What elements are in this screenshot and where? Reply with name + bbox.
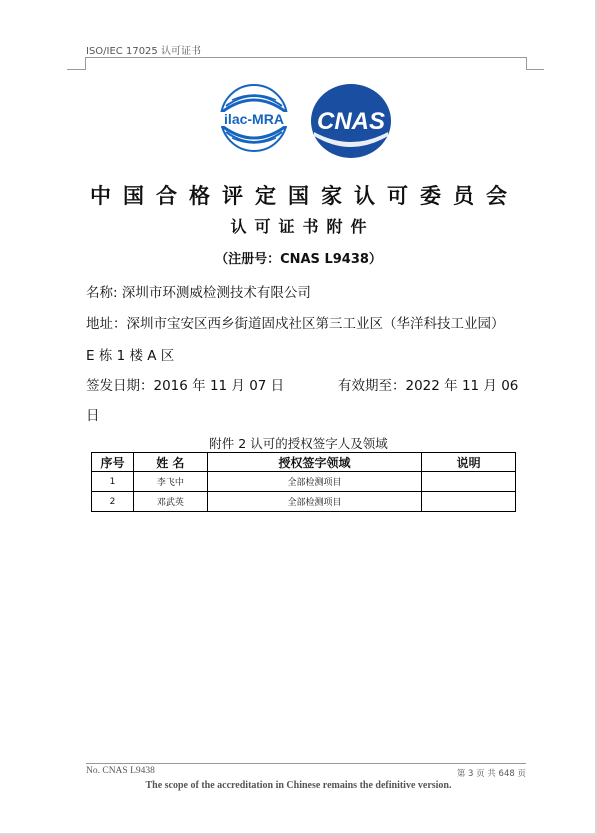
org-address-line1: 地址：深圳市宝安区西乡街道固戍社区第三工业区（华洋科技工业园）: [86, 316, 505, 332]
header-rule: [86, 57, 526, 58]
committee-title: 中国合格评定国家认可委员会: [90, 184, 519, 208]
org-name: 名称: 深圳市环测威检测技术有限公司: [86, 285, 311, 301]
registration-number: （注册号：CNAS L9438）: [215, 252, 382, 267]
crop-mark-right: [526, 57, 544, 70]
signatory-table: [91, 452, 516, 512]
footer-rule: [86, 763, 526, 764]
cnas-logo: [306, 82, 396, 160]
ilac-mra-logo: [208, 82, 300, 154]
footer-scope-note: The scope of the accreditation in Chinese remains the definitive version.: [145, 780, 452, 791]
cell-note: [422, 472, 516, 492]
table-row: [92, 472, 516, 492]
ilac-logo-text: ilac-MRA: [224, 111, 284, 127]
col-header-name: 姓 名: [133, 453, 207, 472]
table-header-row: [92, 453, 516, 472]
cell-name: 李飞中: [133, 472, 207, 492]
cell-scope: 全部检测项目: [207, 492, 421, 512]
table-caption: 附件 2 认可的授权签字人及领域: [209, 436, 388, 451]
cell-no: 1: [92, 472, 134, 492]
col-header-no: 序号: [92, 453, 134, 472]
table-row: [92, 492, 516, 512]
header-text: ISO/IEC 17025 认可证书: [86, 46, 201, 57]
valid-until-suffix: 日: [86, 408, 100, 424]
footer-page-number: 第 3 页 共 648 页: [456, 769, 526, 779]
valid-until: 有效期至：2022 年 11 月 06: [338, 378, 519, 394]
certificate-annex-title: 认可证书附件: [230, 217, 375, 236]
cell-note: [422, 492, 516, 512]
cnas-logo-text: CNAS: [316, 108, 386, 135]
issue-date: 签发日期：2016 年 11 月 07 日: [86, 378, 285, 394]
cell-scope: 全部检测项目: [207, 472, 421, 492]
cell-no: 2: [92, 492, 134, 512]
footer-cert-number: No. CNAS L9438: [86, 766, 155, 776]
col-header-note: 说明: [422, 453, 516, 472]
col-header-scope: 授权签字领域: [207, 453, 421, 472]
crop-mark-left: [67, 57, 86, 70]
org-address-line2: E 栋 1 楼 A 区: [86, 348, 175, 364]
cell-name: 邓武英: [133, 492, 207, 512]
